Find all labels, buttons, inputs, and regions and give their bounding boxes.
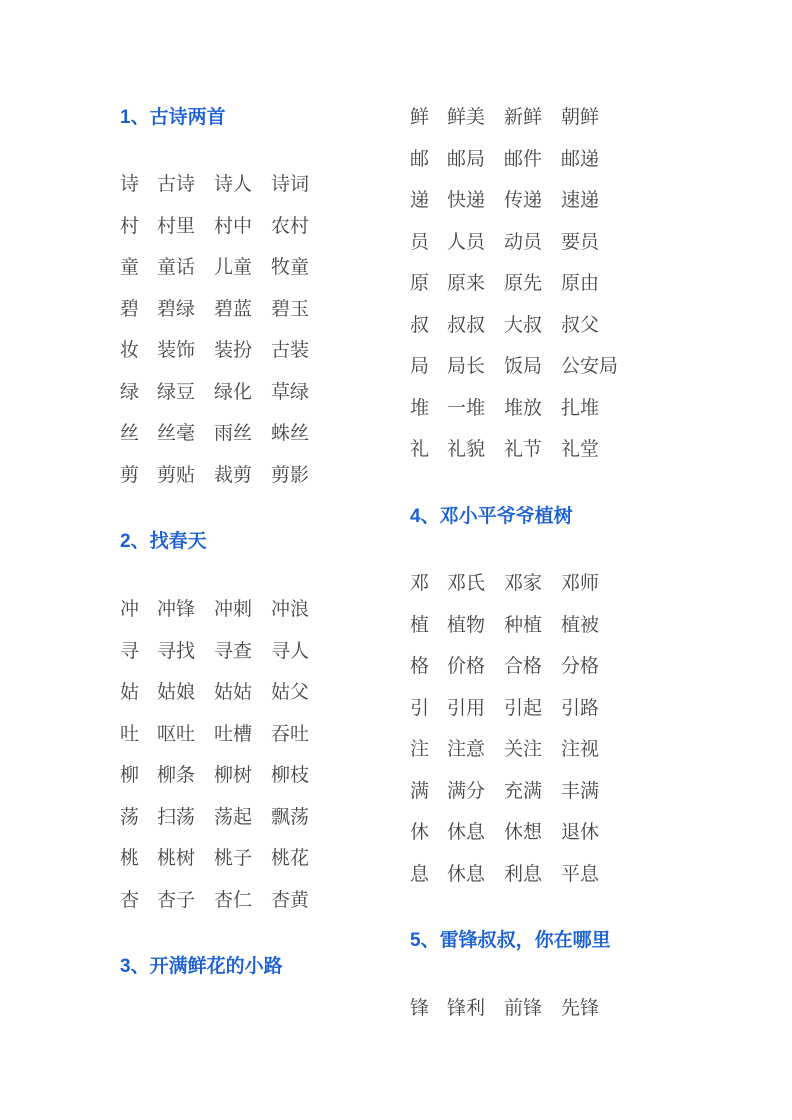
word: 丰满 — [561, 779, 600, 802]
word: 绿豆 — [157, 380, 196, 403]
word-row — [410, 779, 631, 821]
word-row — [120, 380, 341, 422]
word: 扫荡 — [157, 805, 196, 828]
word: 冲锋 — [157, 598, 196, 620]
word: 鲜美 — [447, 106, 486, 128]
character: 杏 — [120, 888, 140, 911]
word: 利息 — [504, 862, 543, 885]
word: 装饰 — [157, 339, 196, 361]
character: 柳 — [120, 764, 140, 786]
word: 局长 — [447, 355, 486, 377]
word: 速递 — [561, 189, 600, 211]
word: 邓氏 — [447, 572, 486, 594]
word-row — [120, 597, 341, 639]
word: 吐槽 — [214, 722, 253, 745]
character: 局 — [410, 355, 430, 377]
character: 姑 — [120, 681, 140, 703]
word: 剪影 — [271, 463, 310, 486]
word-row — [410, 654, 631, 696]
word-row — [410, 571, 631, 613]
character: 绿 — [120, 380, 140, 403]
word: 牧童 — [271, 256, 310, 278]
word: 叔父 — [561, 313, 600, 336]
word: 原先 — [504, 272, 543, 294]
word-row — [410, 696, 631, 738]
word: 前锋 — [504, 997, 543, 1019]
word: 引路 — [561, 696, 600, 719]
character: 引 — [410, 696, 430, 719]
character: 格 — [410, 655, 430, 677]
word: 种植 — [504, 613, 543, 636]
word: 休息 — [447, 821, 486, 843]
word: 儿童 — [214, 256, 253, 278]
character: 碧 — [120, 297, 140, 320]
word: 新鲜 — [504, 106, 543, 128]
lesson1-title: 1、古诗两首 — [120, 107, 226, 128]
word: 碧蓝 — [214, 297, 253, 320]
word-row — [410, 737, 631, 779]
word-row — [410, 230, 631, 272]
word: 退休 — [561, 821, 600, 843]
word: 桃树 — [157, 847, 196, 869]
character: 员 — [410, 230, 430, 253]
word-row — [410, 188, 631, 230]
word: 大叔 — [504, 313, 543, 336]
word: 分格 — [561, 655, 600, 677]
word-row — [120, 805, 341, 847]
word: 古诗 — [157, 173, 196, 195]
word: 邓家 — [504, 572, 543, 594]
lesson3-title: 3、开满鲜花的小路 — [120, 956, 283, 977]
word-row — [120, 639, 341, 681]
lesson3-words — [410, 105, 631, 479]
word-row — [120, 255, 341, 297]
character: 冲 — [120, 598, 140, 620]
word: 植被 — [561, 613, 600, 636]
word: 合格 — [504, 655, 543, 677]
word: 快递 — [447, 189, 486, 211]
word-row — [120, 172, 341, 214]
character: 息 — [410, 862, 430, 885]
word-row — [410, 396, 631, 438]
word: 杏子 — [157, 888, 196, 911]
word: 充满 — [504, 779, 543, 802]
word: 公安局 — [561, 355, 619, 377]
character: 村 — [120, 214, 140, 237]
word-row — [410, 313, 631, 355]
word-row — [120, 421, 341, 463]
word: 礼貌 — [447, 438, 486, 460]
word: 柳树 — [214, 764, 253, 786]
word-row — [410, 996, 631, 1038]
character: 寻 — [120, 639, 140, 662]
word: 邮件 — [504, 147, 543, 170]
character: 递 — [410, 189, 430, 211]
word: 蛛丝 — [271, 422, 310, 444]
word: 荡起 — [214, 805, 253, 828]
word-row — [120, 297, 341, 339]
lesson5-title: 5、雷锋叔叔，你在哪里 — [410, 930, 611, 951]
word: 植物 — [447, 613, 486, 636]
word-row — [120, 888, 341, 930]
word: 邮局 — [447, 147, 486, 170]
character: 吐 — [120, 722, 140, 745]
word-row — [410, 354, 631, 396]
character: 叔 — [410, 313, 430, 336]
word: 注意 — [447, 738, 486, 760]
word-row — [120, 463, 341, 505]
character: 满 — [410, 779, 430, 802]
word: 礼堂 — [561, 438, 600, 460]
character: 原 — [410, 272, 430, 294]
word: 农村 — [271, 214, 310, 237]
word-row — [410, 820, 631, 862]
word: 动员 — [504, 230, 543, 253]
word: 桃花 — [271, 847, 310, 869]
word-row — [410, 147, 631, 189]
word: 原来 — [447, 272, 486, 294]
word-row — [120, 338, 341, 380]
word: 柳条 — [157, 764, 196, 786]
word: 童话 — [157, 256, 196, 278]
word-row — [120, 680, 341, 722]
word: 堆放 — [504, 396, 543, 419]
word: 草绿 — [271, 380, 310, 403]
character: 堆 — [410, 396, 430, 419]
word: 要员 — [561, 230, 600, 253]
lesson4-words — [410, 571, 631, 903]
word: 村里 — [157, 214, 196, 237]
word: 邮递 — [561, 147, 600, 170]
word: 飘荡 — [271, 805, 310, 828]
word: 价格 — [447, 655, 486, 677]
word: 杏黄 — [271, 888, 310, 911]
word: 诗人 — [214, 173, 253, 195]
word: 绿化 — [214, 380, 253, 403]
word-row — [410, 613, 631, 655]
word: 姑娘 — [157, 681, 196, 703]
word-row — [120, 846, 341, 888]
word: 传递 — [504, 189, 543, 211]
word-row — [410, 271, 631, 313]
word: 一堆 — [447, 396, 486, 419]
word: 雨丝 — [214, 422, 253, 444]
word: 碧绿 — [157, 297, 196, 320]
word-row — [410, 437, 631, 479]
word: 寻人 — [271, 639, 310, 662]
word: 桃子 — [214, 847, 253, 869]
lesson1-words — [120, 172, 341, 504]
word: 叔叔 — [447, 313, 486, 336]
word: 引用 — [447, 696, 486, 719]
character: 植 — [410, 613, 430, 636]
character: 荡 — [120, 805, 140, 828]
word: 装扮 — [214, 339, 253, 361]
word: 诗词 — [271, 173, 310, 195]
character: 诗 — [120, 173, 140, 195]
word: 冲刺 — [214, 598, 253, 620]
word: 平息 — [561, 862, 600, 885]
word: 关注 — [504, 738, 543, 760]
word: 寻查 — [214, 639, 253, 662]
word: 冲浪 — [271, 598, 310, 620]
word: 原由 — [561, 272, 600, 294]
word: 杏仁 — [214, 888, 253, 911]
word: 休息 — [447, 862, 486, 885]
word: 扎堆 — [561, 396, 600, 419]
word-row — [410, 862, 631, 904]
word: 满分 — [447, 779, 486, 802]
word: 吞吐 — [271, 722, 310, 745]
word: 注视 — [561, 738, 600, 760]
word-row — [120, 763, 341, 805]
character: 童 — [120, 256, 140, 278]
word-row — [410, 105, 631, 147]
word: 寻找 — [157, 639, 196, 662]
character: 注 — [410, 738, 430, 760]
character: 锋 — [410, 997, 430, 1019]
lesson2-words — [120, 597, 341, 929]
word: 姑父 — [271, 681, 310, 703]
word: 姑姑 — [214, 681, 253, 703]
word: 邓师 — [561, 572, 600, 594]
character: 鲜 — [410, 106, 430, 128]
word: 锋利 — [447, 997, 486, 1019]
word: 裁剪 — [214, 463, 253, 486]
word-row — [120, 722, 341, 764]
word: 丝毫 — [157, 422, 196, 444]
word: 村中 — [214, 214, 253, 237]
word: 呕吐 — [157, 722, 196, 745]
word: 休想 — [504, 821, 543, 843]
word: 先锋 — [561, 997, 600, 1019]
lesson4-title: 4、邓小平爷爷植树 — [410, 506, 573, 527]
word-row — [120, 214, 341, 256]
word: 人员 — [447, 230, 486, 253]
word: 剪贴 — [157, 463, 196, 486]
word: 引起 — [504, 696, 543, 719]
character: 丝 — [120, 422, 140, 444]
word: 古装 — [271, 339, 310, 361]
word: 饭局 — [504, 355, 543, 377]
character: 邮 — [410, 147, 430, 170]
word: 碧玉 — [271, 297, 310, 320]
character: 桃 — [120, 847, 140, 869]
lesson5-words — [410, 996, 631, 1038]
character: 邓 — [410, 572, 430, 594]
word: 柳枝 — [271, 764, 310, 786]
character: 礼 — [410, 438, 430, 460]
character: 妆 — [120, 339, 140, 361]
character: 休 — [410, 821, 430, 843]
word: 礼节 — [504, 438, 543, 460]
lesson2-title: 2、找春天 — [120, 531, 207, 552]
word: 朝鲜 — [561, 106, 600, 128]
character: 剪 — [120, 463, 140, 486]
